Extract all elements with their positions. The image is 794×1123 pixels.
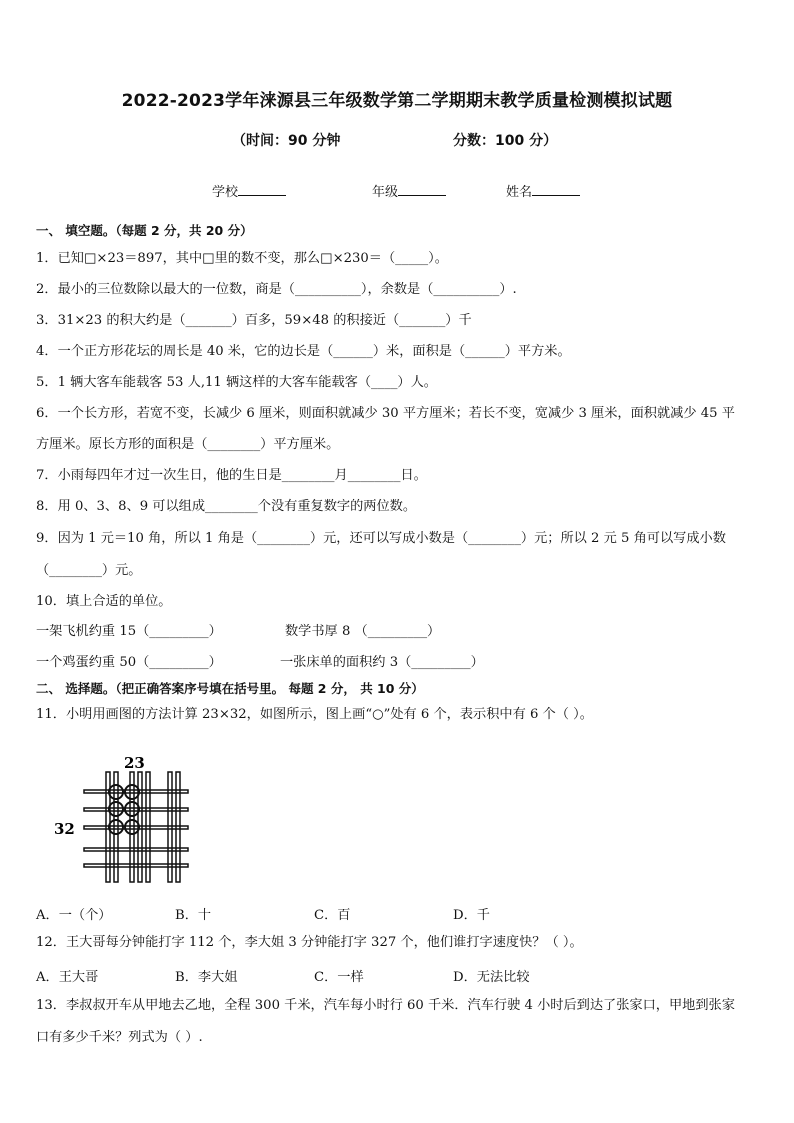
school-label: 学校 [212,185,239,200]
q12-option-b[interactable]: B．李大姐 [175,970,238,985]
vline [176,772,180,882]
q12-option-c[interactable]: C．一样 [314,970,364,985]
vline [114,772,118,882]
question-13-line2: 口有多少千米？列式为（ ）. [36,1030,203,1045]
question-6-line1: 6．一个长方形，若宽不变，长减少 6 厘米，则面积就减少 30 平方厘米；若长不变，宽减少 3 厘米，面积就减少 45 平 [36,406,735,421]
circle-mark [109,802,123,816]
question-9-line1: 9．因为 1 元＝10 角，所以 1 角是（________）元，还可以写成小数是（________）元；所以 2 元 5 角可以写成小数 [36,531,726,546]
circle-mark [125,820,139,834]
name-blank[interactable] [532,183,580,196]
question-13-line1: 13．李叔叔开车从甲地去乙地，全程 300 千米，汽车每小时行 60 千米．汽车行驶 4 小时后到达了张家口，甲地到张家 [36,998,735,1013]
question-10-item3: 一个鸡蛋约重 50（_________） [36,655,222,670]
q11-option-a[interactable]: A．一（个） [36,908,112,923]
vline [146,772,150,882]
grade-blank[interactable] [398,183,446,196]
circle-mark [109,820,123,834]
q12-option-d[interactable]: D．无法比较 [453,970,530,985]
name-label: 姓名 [506,185,533,200]
question-2: 2．最小的三位数除以最大的一位数，商是（__________），余数是（__________）. [36,282,517,297]
section1-heading: 一、 填空题。（每题 2 分，共 20 分） [36,223,253,238]
page-title: 2022-2023学年涞源县三年级数学第二学期期末教学质量检测模拟试题 [121,91,673,111]
question-6-line2: 方厘米。原长方形的面积是（________）平方厘米。 [36,437,340,452]
grade-label: 年级 [372,185,399,200]
circle-mark [125,802,139,816]
question-4: 4．一个正方形花坛的周长是 40 米，它的边长是（______）米，面积是（______）平方米。 [36,344,571,359]
section2-heading: 二、 选择题。（把正确答案序号填在括号里。 每题 2 分， 共 10 分） [36,681,424,696]
q11-option-b[interactable]: B．十 [175,908,212,923]
school-field [212,181,286,200]
figure-label-top: 23 [124,754,145,772]
q12-option-a[interactable]: A．王大哥 [36,970,99,985]
figure-label-left: 32 [54,820,75,838]
question-9-line2: （________）元。 [36,563,142,578]
q11-option-d[interactable]: D．千 [453,908,490,923]
grade-field [372,181,446,200]
question-10: 10．填上合适的单位。 [36,594,172,609]
name-field [506,181,580,200]
question-8: 8．用 0、3、8、9 可以组成________个没有重复数字的两位数。 [36,499,417,514]
vline [168,772,172,882]
question-1: 1．已知□×23＝897，其中□里的数不变，那么□×230＝（_____）。 [36,251,448,266]
question-11: 11．小明用画图的方法计算 23×32，如图所示，图上画“○”处有 6 个，表示积中有 6 个（ ）。 [36,707,593,722]
exam-time: （时间：90 分钟 [232,133,341,149]
circle-mark [125,785,139,799]
vline [130,772,134,882]
question-5: 5．1 辆大客车能载客 53 人,11 辆这样的大客车能载客（____）人。 [36,375,437,390]
question-7: 7．小雨每四年才过一次生日，他的生日是________月________日。 [36,468,427,483]
question-10-item1: 一架飞机约重 15（_________） [36,624,222,639]
circle-mark [109,785,123,799]
vertical-lines [106,772,180,882]
exam-score: 分数：100 分） [453,133,558,149]
multiplication-grid-figure [50,752,210,887]
question-12: 12．王大哥每分钟能打字 112 个，李大姐 3 分钟能打字 327 个，他们谁打字速度快？（ ）。 [36,935,583,950]
school-blank[interactable] [238,183,286,196]
question-10-item2: 数学书厚 8 （_________） [285,624,441,639]
question-10-item4: 一张床单的面积约 3（_________） [280,655,484,670]
q11-option-c[interactable]: C．百 [314,908,351,923]
question-3: 3．31×23 的积大约是（_______）百多，59×48 的积接近（_______）千 [36,313,472,328]
